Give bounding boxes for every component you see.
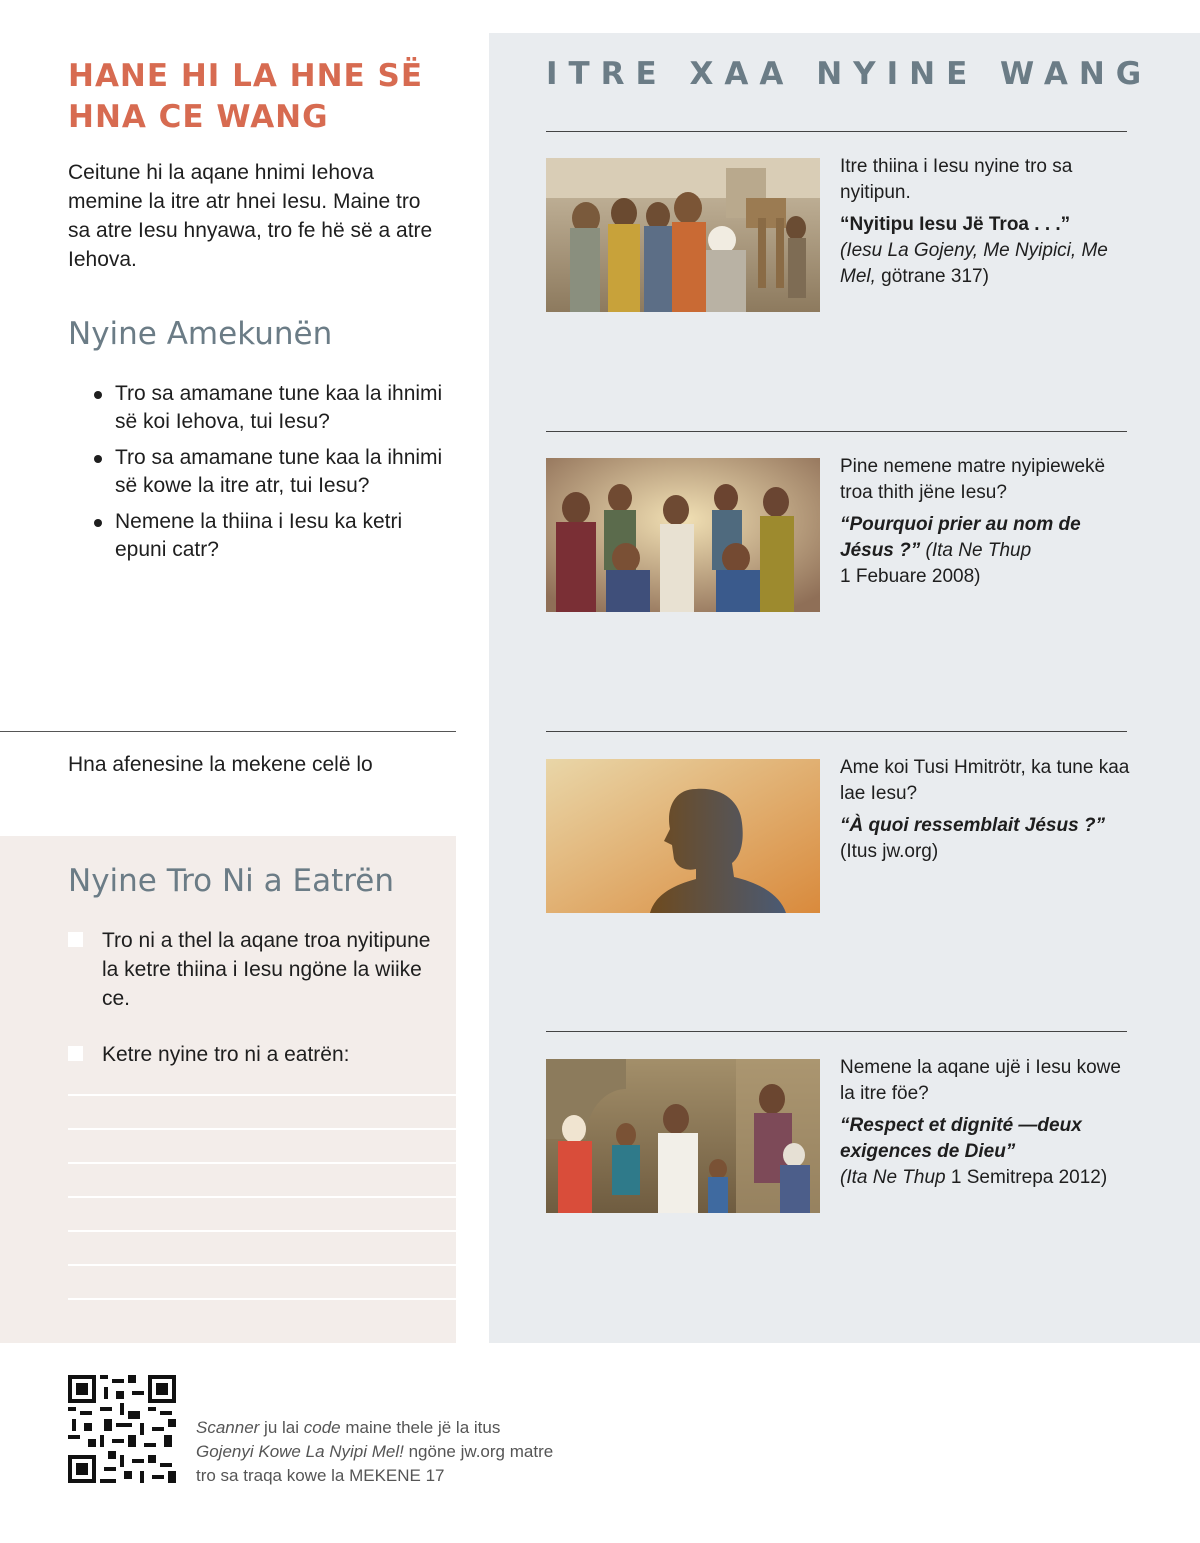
- goal-box: [0, 836, 456, 1343]
- review-question: Tro sa amamane tune kaa la ihnimi së koi Iehova, tui Iesu?: [92, 380, 452, 436]
- writing-line[interactable]: [68, 1298, 456, 1300]
- reference-source: götrane 317): [875, 266, 989, 287]
- research-reference[interactable]: [840, 512, 1130, 590]
- checkbox[interactable]: [68, 1046, 83, 1061]
- research-question: Itre thiina i Iesu nyine tro sa nyitipun.: [840, 156, 1073, 203]
- research-item: [840, 755, 1130, 865]
- writing-line[interactable]: [68, 1196, 456, 1198]
- divider: [0, 731, 456, 732]
- divider: [546, 131, 1127, 132]
- divider: [546, 1031, 1127, 1032]
- scan-instructions: [196, 1416, 556, 1488]
- scan-text: maine thele jë la itus: [340, 1418, 501, 1437]
- goal-checklist-item[interactable]: [68, 1040, 448, 1069]
- writing-line[interactable]: [68, 1162, 456, 1164]
- date-completed-line: Hna afenesine la mekene celë lo: [68, 753, 373, 776]
- goal-checklist-item[interactable]: [68, 926, 448, 1013]
- reference-source: 1 Semitrepa 2012): [945, 1167, 1108, 1188]
- research-item: [840, 454, 1130, 590]
- jesus-silhouette-illustration[interactable]: [546, 759, 820, 913]
- research-reference[interactable]: [840, 813, 1130, 865]
- research-item: [840, 154, 1130, 290]
- research-question: Pine nemene matre nyipiewekë troa thith jëne Iesu?: [840, 456, 1106, 503]
- scan-text-italic: Scanner: [196, 1418, 260, 1437]
- writing-line[interactable]: [68, 1230, 456, 1232]
- jesus-with-women-and-children-illustration[interactable]: [546, 1059, 820, 1213]
- reference-title[interactable]: “À quoi ressemblait Jésus ?”: [840, 815, 1106, 836]
- page-title: [68, 56, 468, 138]
- reference-source-italic: (Ita Ne Thup: [840, 1167, 946, 1188]
- research-reference[interactable]: [840, 1113, 1130, 1191]
- review-heading: Nyine Amekunën: [68, 316, 333, 352]
- review-question: Tro sa amamane tune kaa la ihnimi së kowe la itre atr, tui Iesu?: [92, 444, 452, 500]
- writing-line[interactable]: [68, 1094, 456, 1096]
- reference-title[interactable]: “Nyitipu Iesu Jë Troa . . .”: [840, 214, 1071, 235]
- reference-source-italic: (Iesu La Gojeny, Me Nyipici, Me Mel,: [840, 240, 1108, 287]
- disciples-following-jesus-illustration[interactable]: [546, 158, 820, 312]
- goal-checklist-label: Ketre nyine tro ni a eatrën:: [102, 1043, 350, 1066]
- intro-paragraph: Ceitune hi la aqane hnimi Iehova memine la itre atr hnei Iesu. Maine tro sa atre Iesu hnyawa, tro fe hë së a atre Iehova.: [68, 161, 433, 271]
- goal-heading: Nyine Tro Ni a Eatrën: [68, 863, 395, 899]
- writing-line[interactable]: [68, 1128, 456, 1130]
- divider: [546, 431, 1127, 432]
- reference-title[interactable]: “Pourquoi prier au nom de Jésus ?”: [840, 514, 1081, 561]
- research-item: [840, 1055, 1130, 1191]
- research-reference[interactable]: [840, 212, 1130, 290]
- page-title-line1: HANE HI LA HNE SË: [68, 58, 424, 94]
- review-question: Nemene la thiina i Iesu ka ketri epuni catr?: [92, 508, 452, 564]
- review-question-list: [92, 380, 452, 572]
- scan-text: ju lai: [259, 1418, 304, 1437]
- scan-text: ngöne jw.org matre tro sa traqa kowe la MEKENE 17: [196, 1442, 554, 1485]
- research-question: Ame koi Tusi Hmitrötr, ka tune kaa lae Iesu?: [840, 757, 1130, 804]
- reference-source: (Itus jw.org): [840, 841, 939, 862]
- jesus-with-apostles-illustration[interactable]: [546, 458, 820, 612]
- scan-text-italic: code: [303, 1418, 341, 1437]
- reference-title[interactable]: “Respect et dignité —deux exigences de Dieu”: [840, 1115, 1082, 1162]
- reference-source: 1 Febuare 2008): [840, 566, 981, 587]
- page-title-line2: HNA CE WANG: [68, 99, 329, 135]
- reference-source-italic: (Ita Ne Thup: [920, 540, 1032, 561]
- goal-checklist-label: Tro ni a thel la aqane troa nyitipune la ketre thiina i Iesu ngöne la wiike ce.: [102, 929, 431, 1010]
- writing-line[interactable]: [68, 1264, 456, 1266]
- research-question: Nemene la aqane ujë i Iesu kowe la itre föe?: [840, 1057, 1121, 1104]
- qr-code-icon[interactable]: [68, 1375, 176, 1483]
- divider: [546, 731, 1127, 732]
- scan-text-italic: Gojenyi Kowe La Nyipi Mel!: [196, 1442, 404, 1461]
- checkbox[interactable]: [68, 932, 83, 947]
- research-title: ITRE XAA NYINE WANG: [546, 56, 1153, 92]
